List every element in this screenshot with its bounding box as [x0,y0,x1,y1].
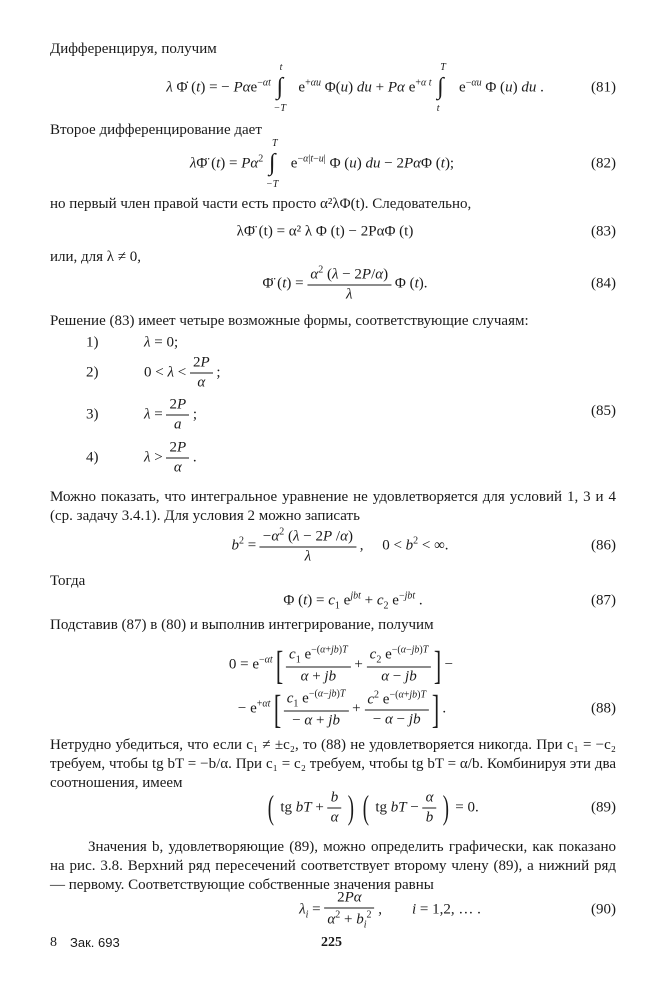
equation-number: (85) [591,403,616,419]
equation-number: (87) [591,592,616,609]
case-formula: λ = 0; [144,334,179,351]
paragraph-integral-equation: Можно показать, что интегральное уравнение не удовлетворяется для условий 1, 3 и 4 (ср. задачу 3.4.1). Для условия 2 можно записать [50,489,616,524]
equation-82-formula: λΦ̈ $(t) = P\alpha^2$ T ∫ −T $e^{-\alpha|t-u|}$ Φ (u) du − 2PαΦ (t); [189,138,455,190]
equation-88-formula-line2: − $e^{+\alpha t}$[ $\frac{c_1 e^{-(\alpha-jb)T}}{- \alpha + jb}$ + $\frac{c^2 e^{-(\alpha+jb)T}}{- \alpha - jb}$ ] . [237,686,447,731]
equation-number: (83) [591,223,616,240]
case-2 [86,355,286,391]
paragraph-solution-forms: Решение (83) имеет четыре возможные формы, соответствующие случаям: [50,313,529,329]
case-3 [86,397,286,433]
equation-number: (84) [591,275,616,292]
paragraph-values-b: Значения b, удовлетворяющие (89), можно определить графически, как показано на рис. 3.8. Верхний ряд пересечений соответствует второму члену (89), а нижний ряд — первому. Соответствующие собственные значения равны [50,839,616,893]
equation-88-line1 [50,642,616,688]
equation-87 [50,581,616,621]
equation-87-formula: Φ $(t) = c_1$ $e^{jbt} + c_2$ $e^{-jbt}$ . [283,590,423,612]
paragraph-then: Тогда [50,573,86,589]
page-number: 225 [321,935,342,950]
footer-order: Зак. 693 [70,935,120,950]
integral-sign: T ∫ −T [266,138,279,190]
case-4 [86,440,286,476]
equation-83-formula: λΦ̈ (t) = α² λ Φ (t) − 2PαΦ (t) [236,223,414,240]
paragraph-second-derivative: Второе дифференцирование дает [50,122,262,138]
equation-83 [50,212,616,252]
equation-89-formula: ( tg bT + $\frac{b}{\alpha}$ ) ( tg bT − $\frac{\alpha}{b}$ ) = 0. [267,789,479,826]
equation-84-formula: Φ̈ (t) = $\frac{\alpha^2 (\lambda - 2P/\alpha)}{\lambda}$ Φ (t). [262,264,428,303]
equation-84 [50,264,616,304]
paragraph-first-term: но первый член правой части есть просто α²λΦ(t). Следовательно, [50,196,472,212]
paragraph-differentiating: Дифференцируя, получим [50,41,217,57]
equation-86-formula: $b^2$ = $\frac{-\alpha^2 (\lambda - 2P /\alpha)}{\lambda}$ , $0 < b^2$ < ∞. [231,526,449,565]
equation-90 [50,890,616,930]
integral-sign: T ∫ t [434,62,446,114]
case-formula: λ > $\frac{2P}{\alpha}$ . [144,439,197,476]
equation-number: (89) [591,799,616,816]
case-formula: 0 < λ < $\frac{2P}{\alpha}$ ; [144,354,221,391]
case-label: 2) [86,364,99,381]
equation-81-formula: λ Φ̇ (t) = − Pαe$^{-\alpha t}$ t ∫ −T $e^{+\alpha u}$ Φ(u) du + Pα $e^{+\alpha t}$ T ∫ t $e^{-\alpha u}$ Φ (u) du . [166,62,544,114]
equation-90-formula: $\lambda_i$ = $\frac{2P\alpha}{\alpha^2 + b_i^2}$ , i = 1,2, … . [299,889,481,931]
equation-88-formula-line1: $0 = e^{-\alpha t}$[ $\frac{c_1 e^{-(\alpha+jb)T}}{\alpha + jb}$ + $\frac{c_2 e^{-(\alpha-jb)T}}{\alpha - jb}$ ] − [228,642,454,687]
equation-number: (86) [591,537,616,554]
equation-81 [50,62,616,114]
equation-89 [50,786,616,830]
paragraph-lambda-nonzero: или, для λ ≠ 0, [50,249,142,265]
equation-number: (82) [591,155,616,172]
equation-82 [50,138,616,190]
equation-number: (88) [591,700,616,717]
equation-number: (90) [591,901,616,918]
paragraph-verification: Нетрудно убедиться, что если c₁ ≠ ±c₂, то (88) не удовлетворяется никогда. При c₁ = −c₂ требуем, чтобы tg bT = −b/α. При c₁ = c₂ требуем, чтобы tg bT = α/b. Комбинируя эти два соотношения, имеем [50,737,616,791]
paragraph-substituting: Подставив (87) в (80) и выполнив интегрирование, получим [50,617,434,633]
case-label: 4) [86,449,99,466]
case-label: 1) [86,334,99,351]
equation-86 [50,526,616,566]
case-label: 3) [86,406,99,423]
case-formula: λ = $\frac{2P}{a}$ ; [144,396,198,433]
integral-sign: t ∫ −T [273,62,286,114]
equation-88-line2 [50,686,616,732]
equation-number: (81) [591,79,616,96]
footer-signature: 8 [50,935,57,950]
